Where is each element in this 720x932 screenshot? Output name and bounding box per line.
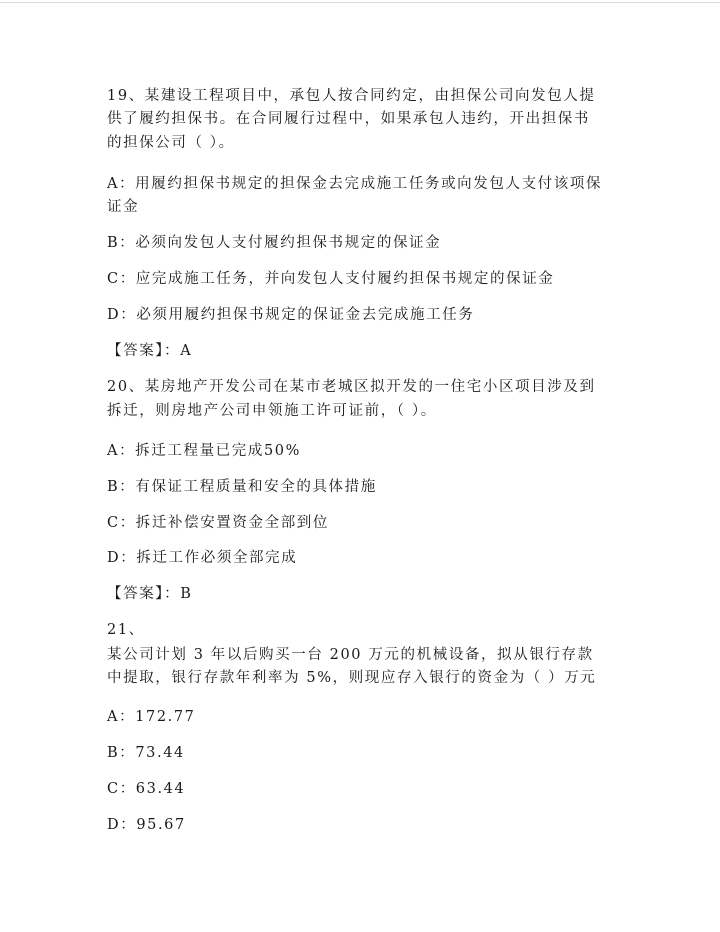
q19-option-b: B：必须向发包人支付履约担保书规定的保证金 bbox=[107, 235, 442, 251]
q21-stem-line-1: 某公司计划 3 年以后购买一台 200 万元的机械设备，拟从银行存款 bbox=[107, 647, 594, 663]
q20-option-d: D：拆迁工作必须全部完成 bbox=[107, 550, 298, 566]
q20-option-b: B：有保证工程质量和安全的具体措施 bbox=[107, 479, 377, 495]
q19-stem-line-2: 供了履约担保书。在合同履行过程中，如果承包人违约，开出担保书 bbox=[107, 111, 590, 127]
q21-stem-line-2: 中提取，银行存款年利率为 5%，则现应存入银行的资金为（ ）万元 bbox=[107, 670, 597, 686]
q21-number: 21、 bbox=[107, 622, 145, 638]
q19-option-a-line-2: 证金 bbox=[107, 199, 140, 215]
page-top-border bbox=[0, 2, 720, 3]
q20-answer: 【答案】：B bbox=[107, 586, 193, 602]
q21-option-a: A：172.77 bbox=[107, 709, 196, 725]
q19-answer: 【答案】：A bbox=[107, 343, 193, 359]
q19-stem-line-1: 19、某建设工程项目中，承包人按合同约定，由担保公司向发包人提 bbox=[107, 88, 596, 104]
q21-option-b: B：73.44 bbox=[107, 745, 185, 761]
q20-stem-line-1: 20、某房地产开发公司在某市老城区拟开发的一住宅小区项目涉及到 bbox=[107, 379, 596, 395]
q19-stem-line-3: 的担保公司（ ）。 bbox=[107, 135, 235, 151]
q21-option-d: D：95.67 bbox=[107, 817, 186, 833]
q20-option-c: C：拆迁补偿安置资金全部到位 bbox=[107, 515, 329, 531]
q20-stem-line-2: 拆迁，则房地产公司申领施工许可证前，（ ）。 bbox=[107, 403, 437, 419]
q19-option-d: D：必须用履约担保书规定的保证金去完成施工任务 bbox=[107, 307, 475, 323]
q19-option-a-line-1: A：用履约担保书规定的担保金去完成施工任务或向发包人支付该项保 bbox=[107, 176, 603, 192]
q19-option-c: C：应完成施工任务，并向发包人支付履约担保书规定的保证金 bbox=[107, 271, 555, 287]
q20-option-a: A：拆迁工程量已完成50% bbox=[107, 443, 301, 459]
q21-option-c: C：63.44 bbox=[107, 781, 186, 797]
